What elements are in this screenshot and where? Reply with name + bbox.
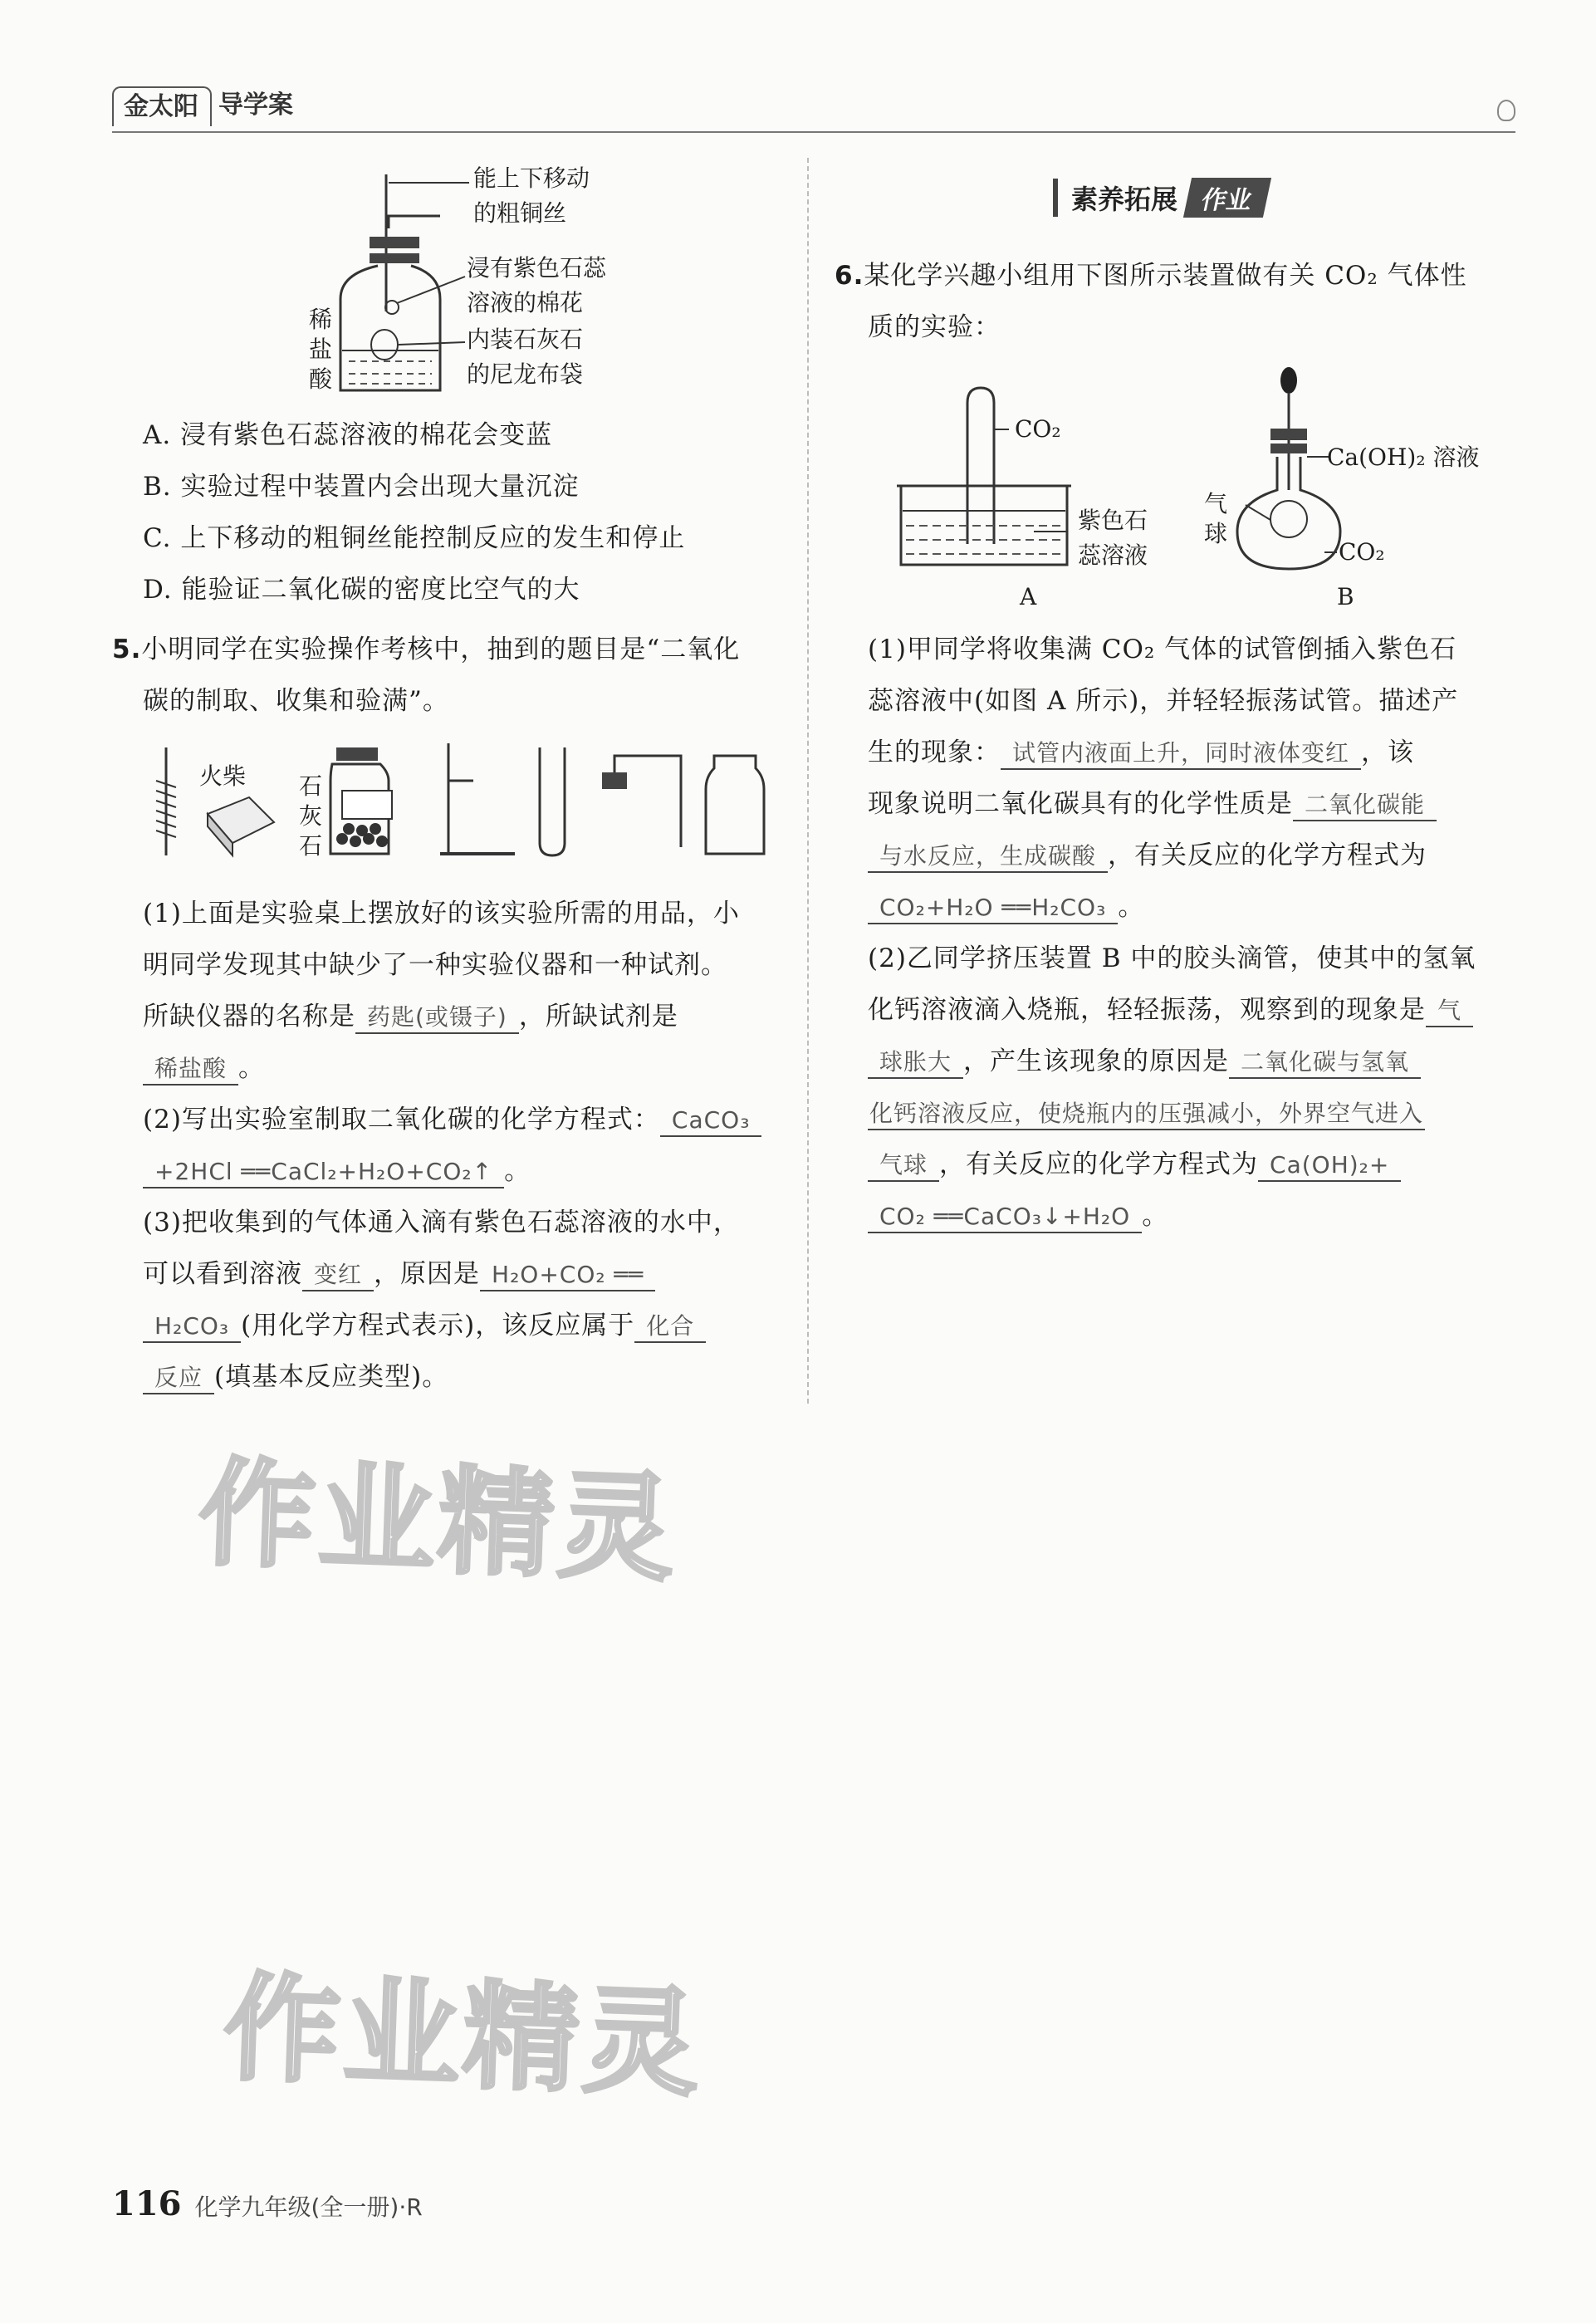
q4-label-wire2: 的粗铜丝 [473,199,567,227]
q6b-label-balloon2: 球 [1204,520,1228,547]
brand-logo: 金太阳 [112,86,212,126]
q5-answer-equation-b[interactable]: +2HCl ══CaCl₂+H₂O+CO₂↑ [143,1157,504,1188]
q6-part2-line4 [868,1095,1425,1131]
q4-option-b: B. 实验过程中装置内会出现大量沉淀 [143,472,580,502]
q6-answer-observe-a[interactable]: 气 [1426,996,1473,1027]
q6-figure-a [893,378,1092,569]
q4-label-acid2: 盐 [309,336,333,363]
header-rule [112,131,1515,133]
q5-label-stone1: 石 [299,772,323,800]
watermark-top: 作业精灵 [196,1445,680,1598]
section-badge [1053,178,1267,218]
q6-part1-line3: 生的现象： 试管内液面上升，同时液体变红 ，该 [868,734,1414,771]
q5-stem-line2: 碳的制取、收集和验满”。 [143,686,449,716]
q5-part1-line2: 明同学发现其中缺少了一种实验仪器和一种试剂。 [143,950,727,980]
q6-part1-line1: (1)甲同学将收集满 CO₂ 气体的试管倒插入紫色石 [868,635,1457,664]
q5-part2-line1: (2)写出实验室制取二氧化碳的化学方程式： CaCO₃ [143,1101,761,1138]
q5-stem-line1: 5.小明同学在实验操作考核中，抽到的题目是“二氧化 [112,635,741,664]
q4-apparatus-figure [299,166,465,399]
q4-option-c: C. 上下移动的粗铜丝能控制反应的发生和停止 [143,523,686,553]
q5-answer-equation-a[interactable]: CaCO₃ [660,1105,762,1137]
q4-label-cotton2: 溶液的棉花 [467,289,584,316]
book-title: 化学九年级(全一册)·R [194,2193,423,2221]
q6-part1-line2: 蕊溶液中(如图 A 所示)，并轻轻振荡试管。描述产 [868,686,1459,716]
q6b-caption: B [1337,583,1354,610]
q6a-label-litmus2: 蕊溶液 [1078,542,1148,569]
q5-part3-line4: 反应 (填基本反应类型)。 [143,1359,448,1395]
q4-label-acid3: 酸 [309,365,333,393]
q6b-label-caoh: Ca(OH)₂ 溶液 [1327,444,1480,471]
q5-answer-reason-a[interactable]: H₂O+CO₂ ══ [480,1260,655,1291]
q6-part2-line6: CO₂ ══CaCO₃↓+H₂O 。 [868,1198,1168,1234]
q5-part1-line1: (1)上面是实验桌上摆放好的该实验所需的用品，小 [143,899,740,929]
q6-stem-line1: 6.某化学兴趣小组用下图所示装置做有关 CO₂ 气体性 [835,261,1467,291]
q6-number: 6. [835,261,864,291]
q5-answer-type-b[interactable]: 反应 [143,1363,214,1394]
page-number: 116 [112,2184,182,2223]
q4-label-bag: 内装石灰石 [467,326,584,353]
header-subtitle: 导学案 [218,91,293,120]
q6-answer-reason-c[interactable]: 气球 [868,1150,939,1182]
q6-answer-equation2-b[interactable]: CO₂ ══CaCO₃↓+H₂O [868,1202,1142,1233]
q5-answer-instrument[interactable]: 药匙(或镊子) [355,1002,519,1034]
q5-answer-color[interactable]: 变红 [302,1260,374,1291]
q6-part2-line2: 化钙溶液滴入烧瓶，轻轻振荡，观察到的现象是 气 [868,992,1473,1028]
q5-label-match: 火柴 [199,762,247,790]
q6-part1-line5: 与水反应，生成碳酸 ，有关反应的化学方程式为 [868,837,1427,874]
q4-option-a: A. 浸有紫色石蕊溶液的棉花会变蓝 [143,420,553,450]
q4-option-d: D. 能验证二氧化碳的密度比空气的大 [143,575,580,605]
q5-part1-line3: 所缺仪器的名称是 药匙(或镊子) ，所缺试剂是 [143,998,678,1035]
q6-answer-property-b[interactable]: 与水反应，生成碳酸 [868,841,1108,873]
q5-label-stone3: 石 [299,832,323,860]
q5-part1-line4: 稀盐酸 。 [143,1050,265,1086]
q5-number: 5. [112,635,142,664]
q4-label-wire: 能上下移动 [473,164,590,192]
q6-figure-b [1229,365,1420,581]
q6-answer-equation2-a[interactable]: Ca(OH)₂+ [1258,1150,1401,1182]
q5-answer-reagent[interactable]: 稀盐酸 [143,1054,238,1086]
q5-part2-line2: +2HCl ══CaCl₂+H₂O+CO₂↑ 。 [143,1153,531,1189]
q6-answer-phenomenon[interactable]: 试管内液面上升，同时液体变红 [1001,738,1361,770]
section-tag: 作业 [1183,178,1271,218]
q4-label-bag2: 的尼龙布袋 [467,360,584,388]
q5-part3-line3: H₂CO₃ (用化学方程式表示)，该反应属于 化合 [143,1307,706,1344]
q6-part2-line3: 球胀大 ，产生该现象的原因是 二氧化碳与氢氧 [868,1043,1421,1080]
q6-part1-line4: 现象说明二氧化碳具有的化学性质是 二氧化碳能 [868,786,1437,822]
q5-part3-line1: (3)把收集到的气体通入滴有紫色石蕊溶液的水中， [143,1208,740,1237]
q4-label-cotton: 浸有紫色石蕊 [467,254,607,282]
q5-label-stone2: 灰 [299,802,323,830]
page-footer [112,2184,423,2223]
q5-answer-type-a[interactable]: 化合 [634,1311,706,1343]
q6-part2-line1: (2)乙同学挤压装置 B 中的胶头滴管，使其中的氢氧 [868,943,1476,973]
q4-label-acid1: 稀 [309,306,333,333]
page-header [112,83,1515,133]
q6-answer-property-a[interactable]: 二氧化碳能 [1293,790,1437,821]
lightbulb-icon [1497,100,1515,121]
q6a-label-co2: CO₂ [1015,415,1061,443]
q6a-label-litmus1: 紫色石 [1078,507,1148,534]
column-divider [807,158,809,1404]
section-title: 素养拓展 [1053,179,1177,217]
q6-part1-line6: CO₂+H₂O ══H₂CO₃ 。 [868,889,1144,925]
q5-part3-line2: 可以看到溶液 变红 ，原因是 H₂O+CO₂ ══ [143,1256,655,1292]
q6b-label-co2: CO₂ [1339,538,1385,566]
q5-answer-reason-b[interactable]: H₂CO₃ [143,1311,241,1343]
q6a-caption: A [1020,583,1037,610]
q6-answer-equation1[interactable]: CO₂+H₂O ══H₂CO₃ [868,893,1118,924]
q6-stem-line2: 质的实验： [868,312,1001,342]
q6-answer-reason-b[interactable]: 化钙溶液反应，使烧瓶内的压强减小，外界空气进入 [868,1099,1425,1130]
q6-part2-line5: 气球 ，有关反应的化学方程式为 Ca(OH)₂+ [868,1146,1401,1183]
q5-equipment-figure [149,731,781,864]
watermark-bottom: 作业精灵 [221,1960,705,2113]
q6b-label-balloon1: 气 [1204,490,1228,517]
q6-answer-reason-a[interactable]: 二氧化碳与氢氧 [1229,1047,1421,1079]
q6-answer-observe-b[interactable]: 球胀大 [868,1047,963,1079]
